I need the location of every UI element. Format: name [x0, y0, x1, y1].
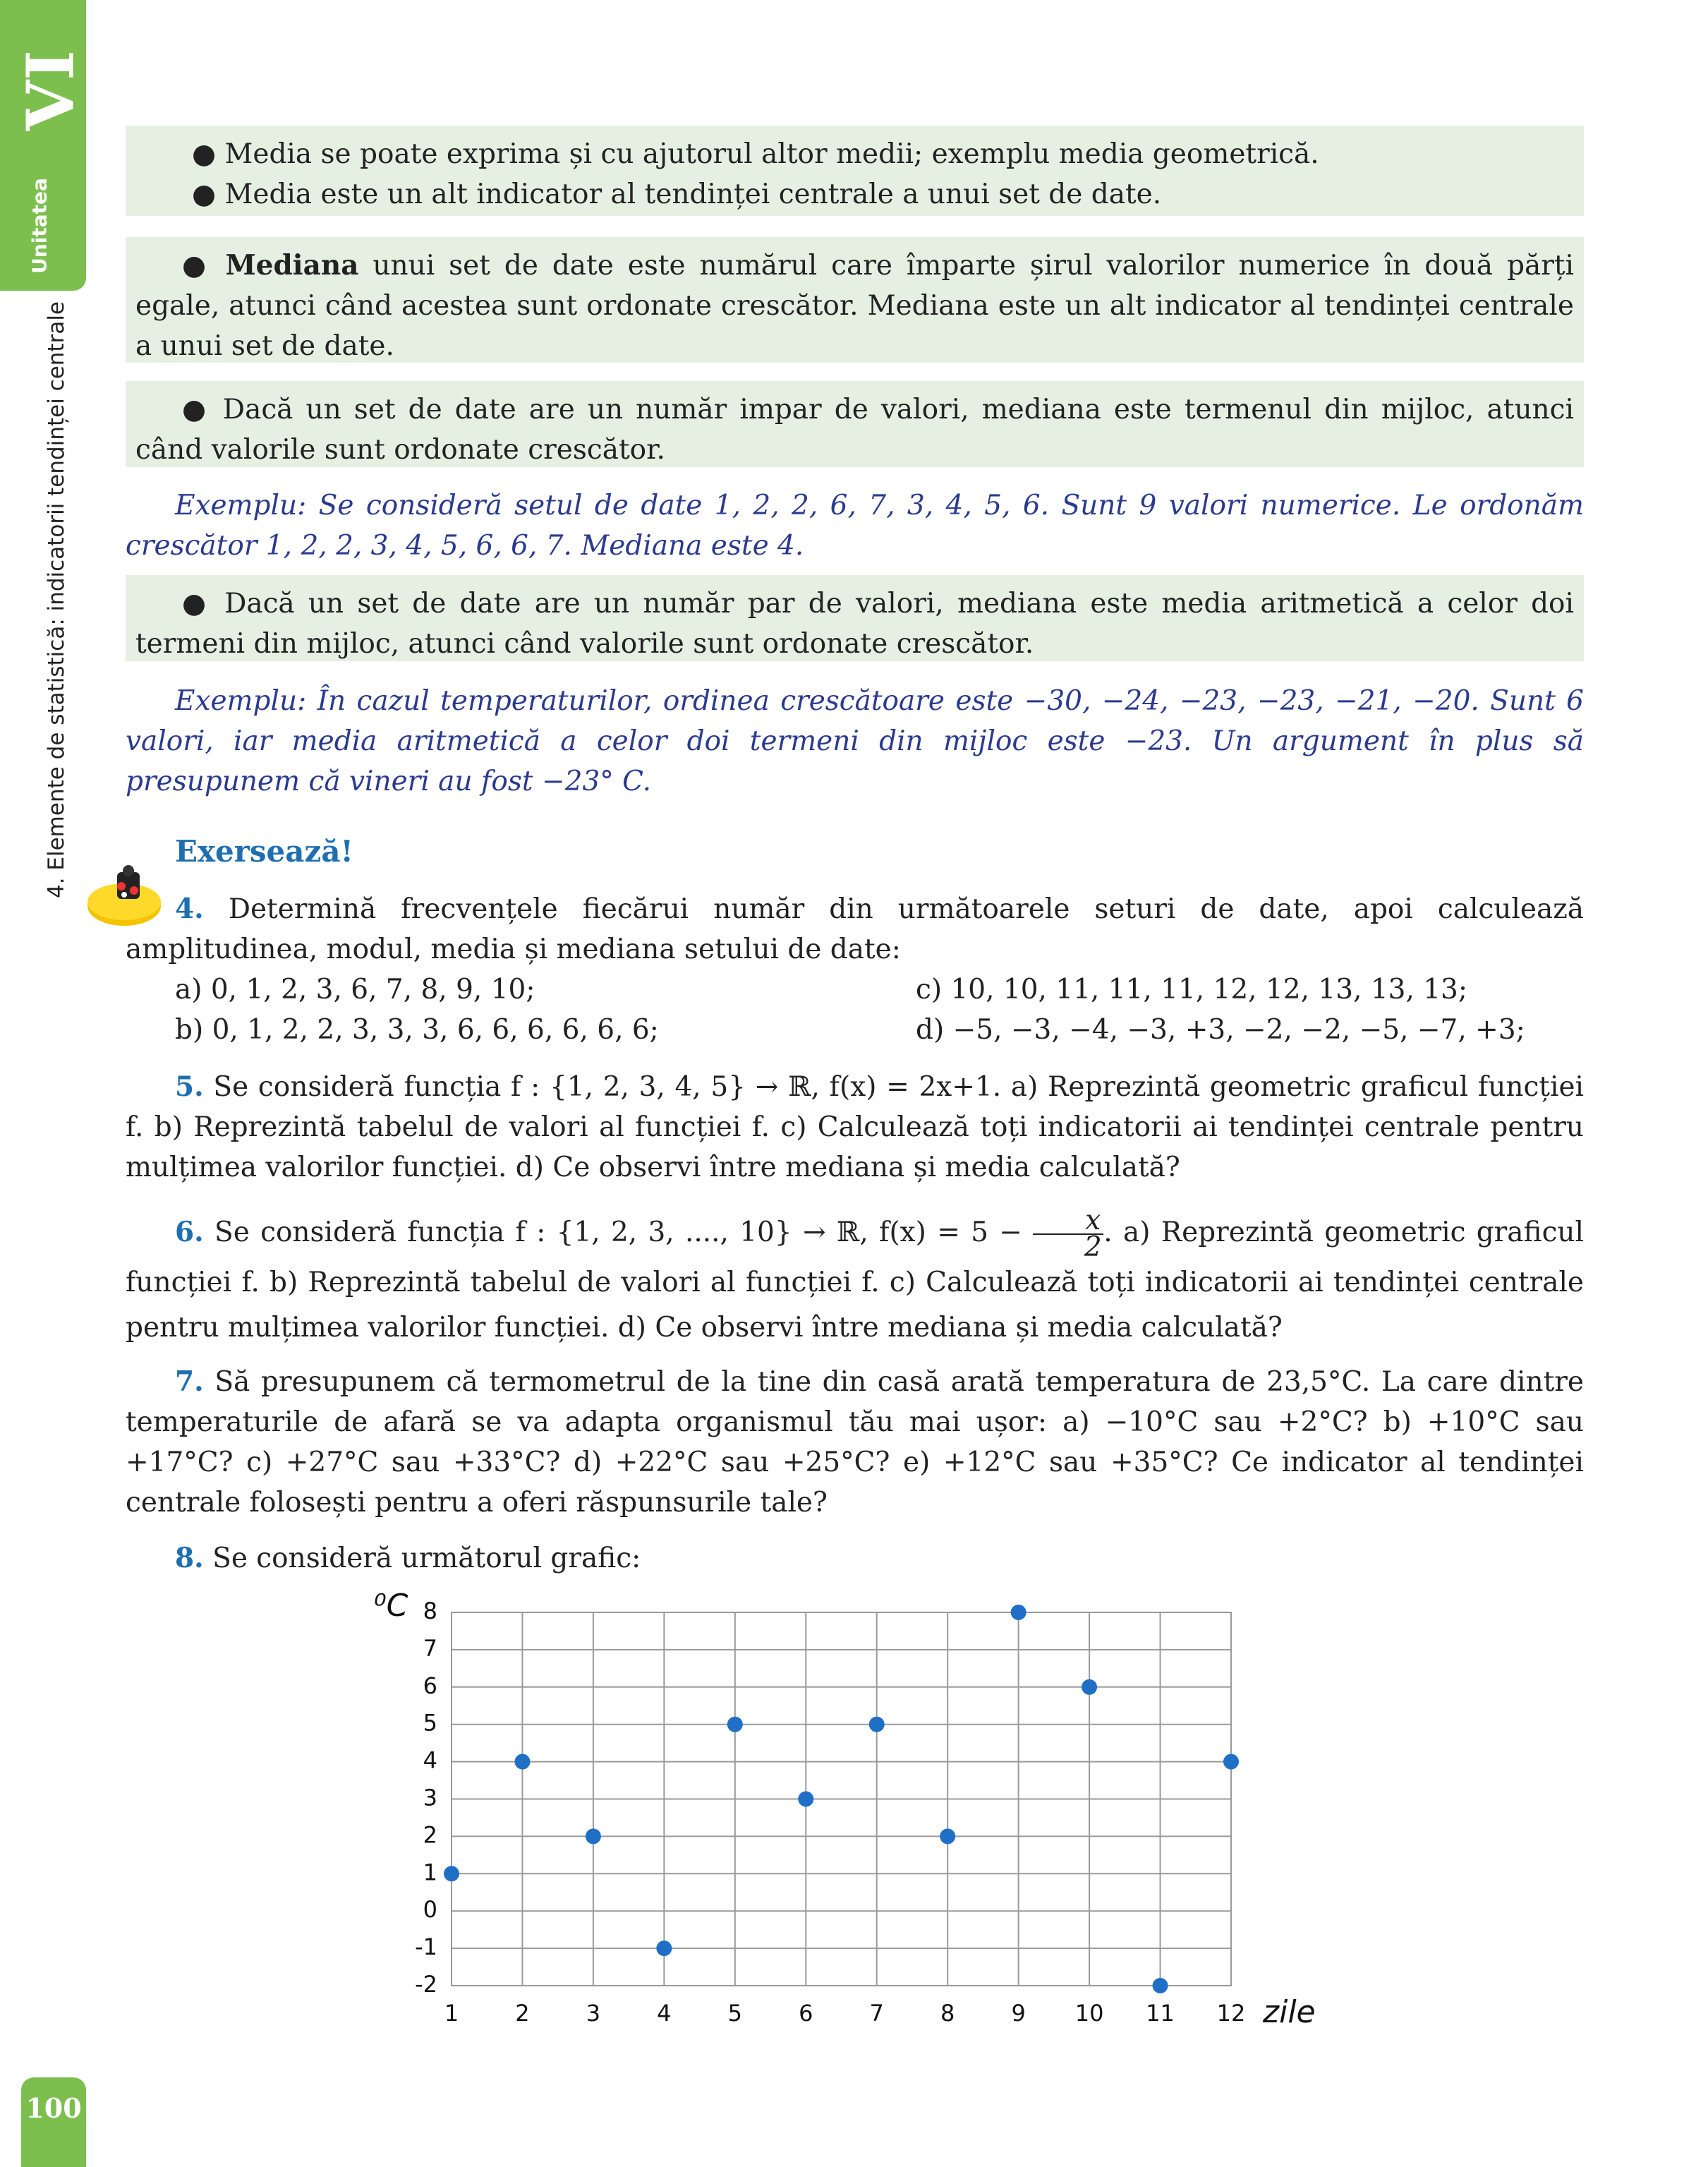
data-point [514, 1754, 530, 1770]
exercise-8 [126, 1538, 1584, 1579]
x-tick-label: 6 [799, 2000, 813, 2027]
x-tick-label: 9 [1011, 2000, 1026, 2027]
data-point [1082, 1679, 1097, 1695]
x-tick-label: 1 [444, 2000, 459, 2027]
y-tick-label: -1 [415, 1933, 437, 1961]
x-tick-label: 4 [657, 2000, 672, 2027]
chart-svg [353, 1588, 1376, 2053]
y-tick-label: 4 [423, 1746, 437, 1774]
exercise-text: Se consideră funcția f : {1, 2, 3, 4, 5} → ℝ, f(x) = 2x+1. a) Reprezintă geometric graficul funcției f. b) Reprezintă tabelul de valori al funcției f. c) Calculează toți indicatorii ai tendinței centrale pentru mulțimea valorilor funcției. d) Ce observi între mediana și media calculată? [126, 1071, 1584, 1183]
exercise-4-a: a) 0, 1, 2, 3, 6, 7, 8, 9, 10; [175, 974, 535, 1006]
unit-label: Unitatea [28, 178, 52, 274]
unit-number [12, 20, 92, 161]
y-tick-label: -2 [415, 1971, 437, 1998]
fraction [1033, 1205, 1103, 1263]
x-tick-label: 10 [1074, 2000, 1104, 2027]
y-tick-label: 0 [423, 1896, 437, 1924]
x-tick-label: 7 [869, 2000, 884, 2027]
data-point [444, 1866, 459, 1881]
bullet-text: Media este un alt indicator al tendinței centrale a unui set de date. [224, 179, 1162, 210]
temperature-chart [353, 1588, 1376, 2053]
x-tick-label: 8 [940, 2000, 955, 2027]
exercise-text: Să presupunem că termometrul de la tine din casă arată temperatura de 23,5°C. La care dintre temperaturile de afară se va adapta organismul tău mai ușor: a) −10°C sau +2°C? b) +10°C sau +17°C? c) +27°C sau +33°C? d) +22°C sau +25°C? e) +12°C sau +35°C? Ce indicator al tendinței centrale folosești pentru a oferi răspunsurile tale? [126, 1366, 1584, 1519]
y-tick-label: 6 [423, 1672, 437, 1699]
exercise-text-continued: . a) Reprezintă geometric graficul funcției f. b) Reprezintă tabelul de valori al funcției f. c) Calculează toți indicatorii ai tendinței centrale pentru mulțimea valorilor funcției. d) Ce observi între mediana și media calculată? [126, 1217, 1585, 1344]
y-axis-label: ⁰C [374, 1588, 408, 1624]
data-point [1223, 1754, 1239, 1770]
definition-box-mediana: ● Mediana unui set de date este numărul care împarte șirul valorilor numerice în două părți egale, atunci când acestea sunt ordonate crescător. Mediana este un alt indicator al tendinței centrale a unui set de date. [126, 237, 1584, 363]
y-tick-label: 3 [423, 1784, 437, 1811]
rule-text: Dacă un set de date are un număr impar de valori, mediana este termenul din mijloc, atunci când valorile sunt ordonate crescător. [135, 394, 1574, 466]
exercise-number: 6. [175, 1216, 204, 1248]
data-point [798, 1792, 813, 1807]
exercise-number: 5. [175, 1070, 204, 1103]
data-point [727, 1717, 743, 1732]
x-tick-label: 11 [1146, 2000, 1175, 2027]
y-tick-label: 2 [423, 1821, 437, 1849]
unit-number-text: VI [12, 49, 89, 131]
bullet-text: Media se poate exprima și cu ajutorul altor medii; exemplu media geometrică. [224, 138, 1319, 170]
exercise-number: 4. [175, 893, 204, 925]
fraction-numerator: x [1033, 1208, 1103, 1235]
exercise-4 [126, 889, 1584, 970]
exercise-7 [126, 1362, 1584, 1523]
x-tick-label: 12 [1216, 2000, 1246, 2027]
exercise-4-c: c) 10, 10, 11, 11, 11, 12, 12, 13, 13, 13; [916, 974, 1467, 1006]
example-even: Exemplu: În cazul temperaturilor, ordinea crescătoare este −30, −24, −23, −23, −21, −20. Sunt 6 valori, iar media aritmetică a celor doi termeni din mijloc este −23. Un argument în plus să presupunem că vineri au fost −23° C. [126, 685, 1584, 797]
x-axis-label: zile [1263, 1994, 1316, 2030]
y-tick-label: 5 [423, 1709, 437, 1737]
data-point [869, 1717, 885, 1732]
definition-text: unui set de date este numărul care împarte șirul valorilor numerice în două părți egale, atunci când acestea sunt ordonate crescător. Mediana este un alt indicator al tendinței centrale a unui set de date. [135, 250, 1574, 362]
bullet-item: ● Media se poate exprima și cu ajutorul altor medii; exemplu media geometrică. [192, 138, 1319, 170]
exercise-number: 7. [175, 1365, 204, 1398]
x-tick-label: 2 [515, 2000, 530, 2027]
bullet-item: ● Media este un alt indicator al tendinței centrale a unui set de date. [192, 179, 1162, 210]
fraction-denominator: 2 [1084, 1231, 1102, 1263]
x-tick-label: 3 [586, 2000, 601, 2027]
data-point [1011, 1605, 1026, 1620]
y-tick-label: 8 [423, 1598, 437, 1624]
exercise-heading: Exersează! [175, 834, 353, 869]
example-odd: Exemplu: Se consideră setul de date 1, 2, 2, 6, 7, 3, 4, 5, 6. Sunt 9 valori numerice. Le ordonăm crescător 1, 2, 2, 3, 4, 5, 6, 6, 7. Mediana este 4. [126, 490, 1584, 562]
exercise-text: Determină frecvențele fiecărui număr din următoarele seturi de date, apoi calculează amplitudinea, modul, media și mediana setului de date: [126, 893, 1584, 965]
chapter-title: 4. Elemente de statistică: indicatorii tendinței centrale [44, 301, 69, 899]
data-point [940, 1828, 955, 1844]
exercise-4-d: d) −5, −3, −4, −3, +3, −2, −2, −5, −7, +3; [916, 1014, 1525, 1046]
exercise-text: Se consideră următorul grafic: [203, 1543, 641, 1574]
exercise-6 [126, 1205, 1585, 1351]
page-number: 100 [25, 2092, 82, 2124]
exercise-text: Se consideră funcția f : {1, 2, 3, ...., 10} → ℝ, f(x) = 5 − [203, 1217, 1034, 1248]
definition-box-media [126, 126, 1584, 216]
rule-box-odd: ● Dacă un set de date are un număr impar de valori, mediana este termenul din mijloc, atunci când valorile sunt ordonate crescător. [126, 381, 1584, 467]
term-mediana: Mediana [225, 249, 359, 282]
rule-box-even: ● Dacă un set de date are un număr par de valori, mediana este media aritmetică a celor doi termeni din mijloc, atunci când valorile sunt ordonate crescător. [126, 575, 1584, 661]
y-tick-label: 7 [423, 1634, 437, 1662]
data-point [586, 1828, 601, 1844]
exercise-number: 8. [175, 1542, 204, 1574]
rule-text: Dacă un set de date are un număr par de valori, mediana este media aritmetică a celor doi termeni din mijloc, atunci când valorile sunt ordonate crescător. [135, 588, 1574, 660]
x-tick-label: 5 [727, 2000, 742, 2027]
data-point [1153, 1978, 1168, 1993]
y-tick-label: 1 [423, 1859, 437, 1886]
exercise-5 [126, 1067, 1584, 1188]
data-point [656, 1940, 672, 1956]
exercise-4-b: b) 0, 1, 2, 2, 3, 3, 3, 6, 6, 6, 6, 6, 6; [175, 1014, 659, 1046]
